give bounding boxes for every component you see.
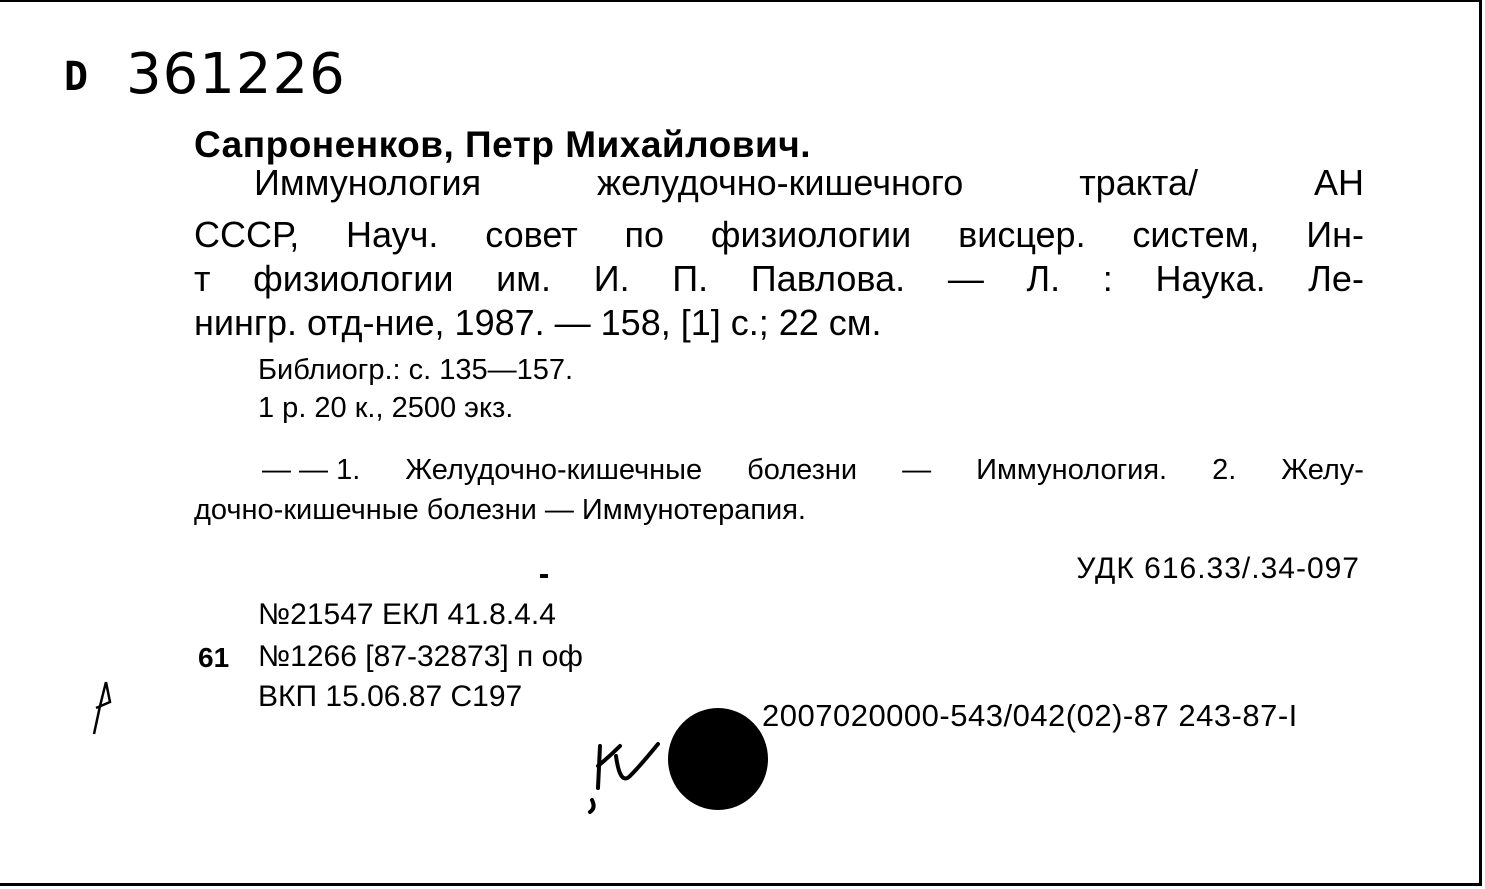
price-note: 1 р. 20 к., 2500 экз. bbox=[258, 392, 514, 424]
word: Иммунология. bbox=[976, 454, 1168, 486]
author-heading: Сапроненков, Петр Михайлович. bbox=[194, 124, 812, 165]
black-dot-mark bbox=[668, 708, 768, 810]
description-line-3 bbox=[194, 258, 1364, 300]
word: П. bbox=[672, 258, 709, 299]
word: физиологии bbox=[710, 214, 912, 255]
word: И. bbox=[593, 258, 630, 299]
inventory-number: 361226 bbox=[126, 42, 346, 107]
word: — bbox=[902, 454, 932, 486]
description-line-4 bbox=[194, 302, 1364, 344]
description-line-2 bbox=[194, 214, 1364, 256]
word: болезни bbox=[747, 454, 858, 486]
code-prefix: 61 bbox=[198, 642, 230, 673]
isbn-code: 2007020000-543/042(02)-87 243-87-I bbox=[762, 698, 1298, 733]
word: Павлова. bbox=[750, 258, 906, 299]
word: Желудочно-кишечные bbox=[405, 454, 703, 486]
subject-line-2 bbox=[194, 494, 1364, 527]
word: 2. bbox=[1212, 454, 1237, 486]
word: — bbox=[947, 258, 984, 299]
word: Л. bbox=[1026, 258, 1061, 299]
word: Желу- bbox=[1281, 454, 1364, 486]
word: систем, bbox=[1132, 214, 1260, 255]
margin-handwritten-mark bbox=[86, 678, 116, 738]
word: совет bbox=[485, 214, 578, 255]
code-line-3: ВКП 15.06.87 С197 bbox=[258, 680, 523, 713]
word: Ин- bbox=[1306, 214, 1364, 255]
word: висцер. bbox=[958, 214, 1086, 255]
tick-mark bbox=[540, 574, 548, 578]
word: дочно-кишечные болезни — Иммунотерапия. bbox=[194, 494, 806, 526]
word: нингр. отд-ние, 1987. — 158, [1] с.; 22 см. bbox=[194, 302, 882, 343]
word: Наука. bbox=[1155, 258, 1266, 299]
word: АН bbox=[1313, 162, 1364, 203]
code-line-1: №21547 ЕКЛ 41.8.4.4 bbox=[258, 598, 556, 631]
udc-code: УДК 616.33/.34-097 bbox=[1076, 552, 1360, 585]
word: желудочно-кишечного bbox=[597, 162, 964, 203]
handwritten-initials bbox=[580, 716, 670, 816]
word: тракта/ bbox=[1079, 162, 1198, 203]
word: им. bbox=[496, 258, 552, 299]
word: по bbox=[624, 214, 665, 255]
description-line-1 bbox=[254, 162, 1364, 204]
word: т bbox=[194, 258, 211, 299]
word: Иммунология bbox=[254, 162, 482, 203]
code-line-2: №1266 [87-32873] п оф bbox=[258, 640, 583, 673]
word: Науч. bbox=[346, 214, 439, 255]
subject-line-1 bbox=[262, 454, 1364, 487]
word: Ле- bbox=[1308, 258, 1364, 299]
word: : bbox=[1102, 258, 1113, 299]
word: СССР, bbox=[194, 214, 300, 255]
inventory-mark: D bbox=[64, 54, 87, 100]
word: физиологии bbox=[253, 258, 454, 299]
word: — — 1. bbox=[262, 454, 361, 486]
bibliography-note: Библиогр.: с. 135—157. bbox=[258, 354, 574, 386]
